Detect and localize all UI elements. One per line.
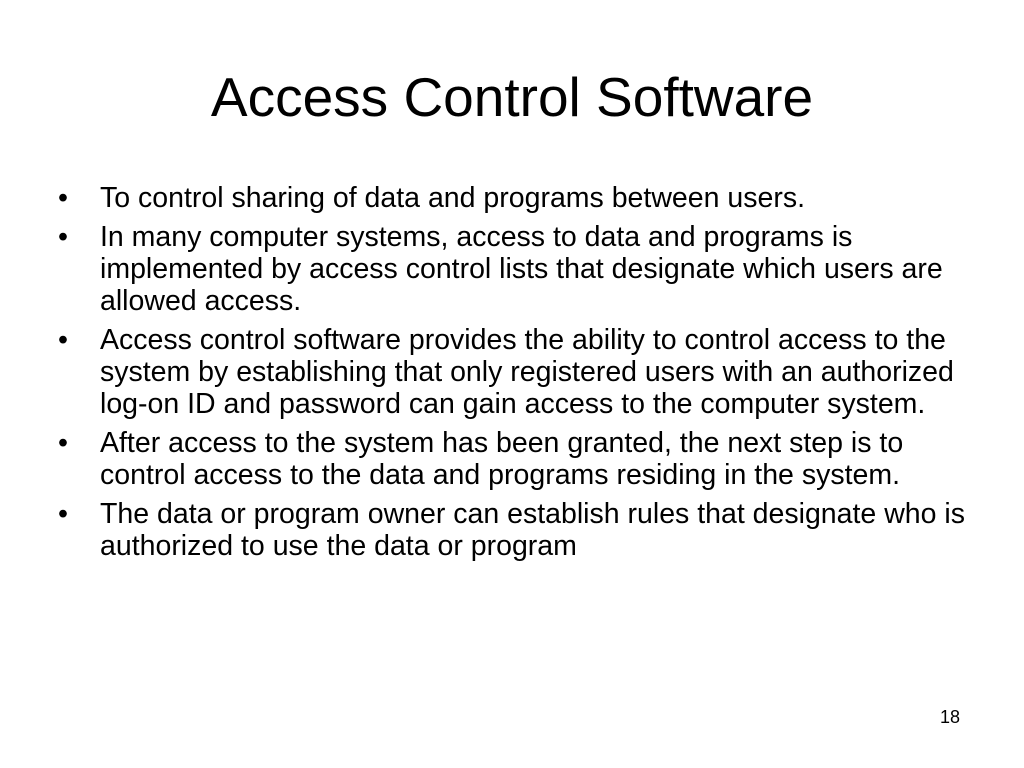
page-number: 18 <box>939 707 961 727</box>
slide-title: Access Control Software <box>210 66 814 128</box>
bullet-item <box>56 427 976 491</box>
bullet-item <box>56 221 976 317</box>
bullet-text: In many computer systems, access to data and programs is implemented by access control lists that designate which users are allowed access. <box>100 221 943 317</box>
bullet-text: After access to the system has been granted, the next step is to control access to the data and programs residing in the system. <box>100 427 904 491</box>
bullet-text: The data or program owner can establish rules that designate who is authorized to use the data or program <box>100 498 965 562</box>
bullet-dot-icon: • <box>58 182 68 214</box>
bullet-text: Access control software provides the ability to control access to the system by establishing that only registered users with an authorized log-on ID and password can gain access to the computer system. <box>100 324 954 420</box>
bullet-dot-icon: • <box>58 221 68 253</box>
bullet-item <box>56 182 976 214</box>
bullet-dot-icon: • <box>58 324 68 356</box>
bullet-list <box>56 182 976 569</box>
bullet-dot-icon: • <box>58 498 68 530</box>
bullet-item <box>56 498 976 562</box>
bullet-text: To control sharing of data and programs between users. <box>100 182 805 214</box>
bullet-dot-icon: • <box>58 427 68 459</box>
bullet-item <box>56 324 976 420</box>
